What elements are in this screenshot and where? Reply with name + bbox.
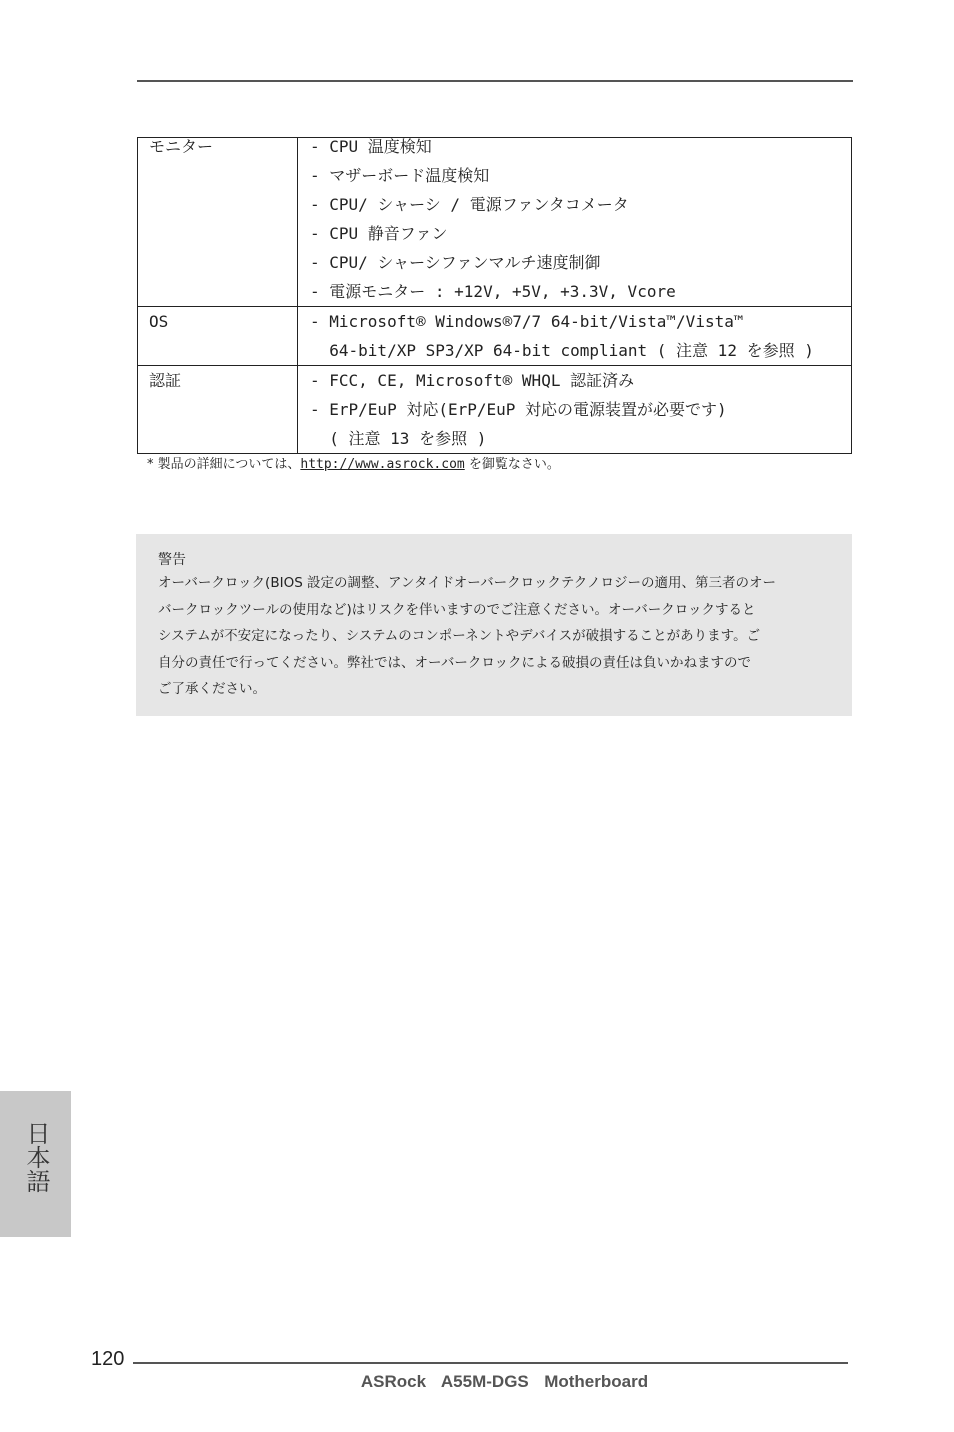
os-item: 64-bit/XP SP3/XP 64-bit compliant ( 注意 12 を参照 )	[310, 341, 814, 360]
monitor-item: - CPU 静音ファン	[310, 224, 448, 243]
table-cell-label	[138, 366, 298, 454]
language-side-tab	[0, 1091, 71, 1237]
table-cell-items	[298, 307, 852, 366]
monitor-item: - マザーボード温度検知	[310, 166, 490, 185]
table-cell-items	[298, 138, 852, 307]
certification-item: - FCC, CE, Microsoft® WHQL 認証済み	[310, 371, 635, 390]
monitor-item: - CPU/ シャーシファンマルチ速度制御	[310, 253, 601, 272]
os-item: - Microsoft® Windows®7/7 64-bit/Vista™/Vista™	[310, 312, 744, 331]
monitor-item: - 電源モニター : +12V, +5V, +3.3V, Vcore	[310, 282, 676, 301]
table-row-certification	[138, 366, 852, 454]
os-label: OS	[149, 312, 169, 331]
footnote-suffix: を御覧なさい。	[464, 457, 560, 472]
language-label: 日本語	[22, 1121, 50, 1193]
certification-item: - ErP/EuP 対応(ErP/EuP 対応の電源装置が必要です)	[310, 400, 727, 419]
warning-line: システムが不安定になったり、システムのコンポーネントやデバイスが破損することがあります。ご	[158, 628, 761, 644]
footnote-prefix: * 製品の詳細については、	[147, 457, 301, 472]
top-rule	[137, 80, 853, 82]
warning-line: 自分の責任で行ってください。弊社では、オーバークロックによる破損の責任は負いかねますので	[158, 654, 752, 671]
certification-item: ( 注意 13 を参照 )	[310, 429, 487, 448]
monitor-label: モニター	[149, 137, 214, 156]
warning-title: 警告	[158, 552, 186, 568]
certification-label: 認証	[149, 371, 182, 390]
warning-line: ご了承ください。	[158, 681, 266, 697]
asrock-link[interactable]: http://www.asrock.com	[300, 457, 465, 472]
warning-line: バークロックツールの使用など)はリスクを伴いますのでご注意ください。オーバークロックすると	[158, 601, 756, 618]
warning-body	[158, 570, 838, 703]
monitor-item: - CPU/ シャーシ / 電源ファンタコメータ	[310, 195, 629, 214]
bottom-rule	[133, 1362, 848, 1364]
warning-box	[136, 534, 852, 716]
table-cell-label	[138, 307, 298, 366]
warning-line: オーバークロック(BIOS 設定の調整、アンタイドオーバークロックテクノロジーの適用、第三者のオー	[158, 575, 777, 591]
table-row-monitor	[138, 138, 852, 307]
table-cell-items	[298, 366, 852, 454]
table-row-os	[138, 307, 852, 366]
spec-table	[137, 137, 852, 454]
page-number: 120	[91, 1348, 125, 1370]
footer-title: ASRock A55M-DGS Motherboard	[360, 1372, 649, 1391]
table-cell-label	[138, 138, 298, 307]
footnote	[147, 453, 560, 472]
monitor-item: - CPU 温度検知	[310, 137, 432, 156]
